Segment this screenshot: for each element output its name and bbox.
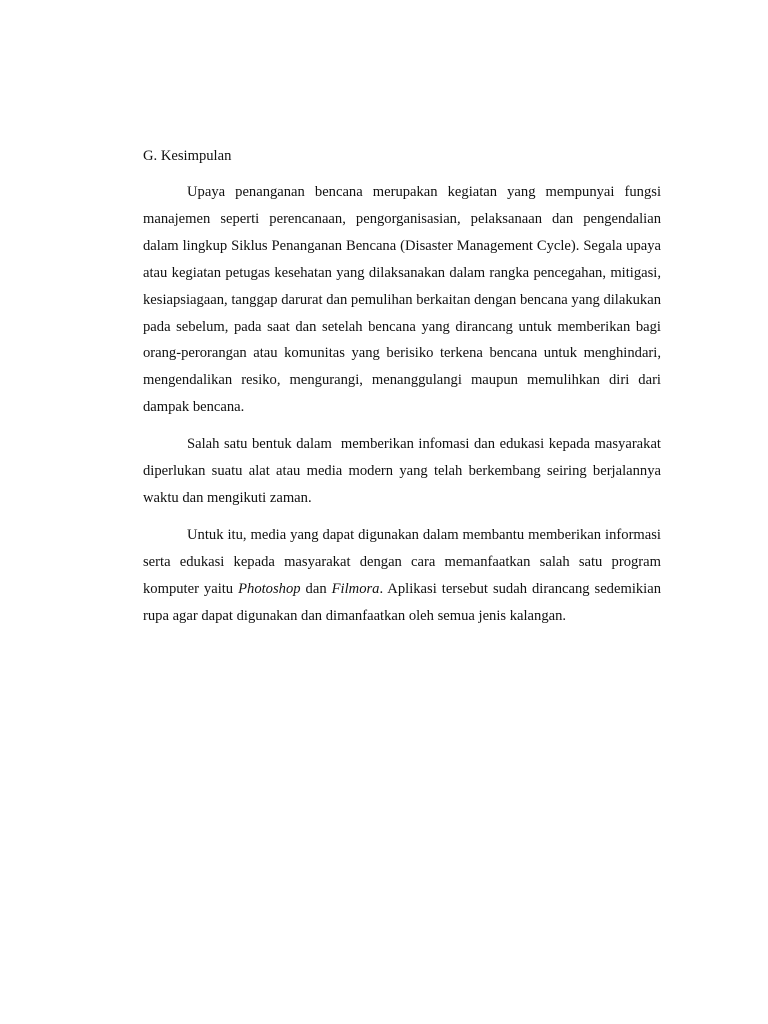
- photoshop-term: Photoshop: [238, 580, 301, 597]
- paragraph-3-text-c: . Aplikasi tersebut sudah dirancang sedemikian rupa agar dapat digunakan dan dimanfaatkan oleh semua jenis kalangan.: [143, 580, 661, 624]
- paragraph-2: Salah satu bentuk dalam memberikan infomasi dan edukasi kepada masyarakat diperlukan suatu alat atau media modern yang telah berkembang seiring berjalannya waktu dan mengikuti zaman.: [143, 436, 665, 506]
- filmora-term: Filmora: [331, 580, 380, 597]
- paragraph-3-text-a: Untuk itu, media yang dapat digunakan dalam membantu memberikan informasi serta edukasi kepada masyarakat dengan cara memanfaatkan salah satu program komputer yaitu: [143, 526, 661, 597]
- document-body: [143, 143, 665, 640]
- paragraph-3: [143, 522, 661, 630]
- paragraph-1: Upaya penanganan bencana merupakan kegiatan yang mempunyai fungsi manajemen seperti perencanaan, pengorganisasian, pelaksanaan dan pengendalian dalam lingkup Siklus Penanganan Bencana (Disaster Management Cycle). Segala upaya atau kegiatan petugas kesehatan yang dilaksanakan dalam rangka pencegahan, mitigasi, kesiapsiagaan, tanggap darurat dan pemulihan berkaitan dengan bencana yang dilakukan pada sebelum, pada saat dan setelah bencana yang dirancang untuk memberikan bagi orang-perorangan atau komunitas yang berisiko terkena bencana untuk menghindari, mengendalikan resiko, mengurangi, menanggulangi maupun memulihkan diri dari dampak bencana.: [143, 184, 661, 416]
- section-heading: G. Kesimpulan: [143, 148, 232, 164]
- paragraph-3-text-b: dan: [300, 580, 332, 597]
